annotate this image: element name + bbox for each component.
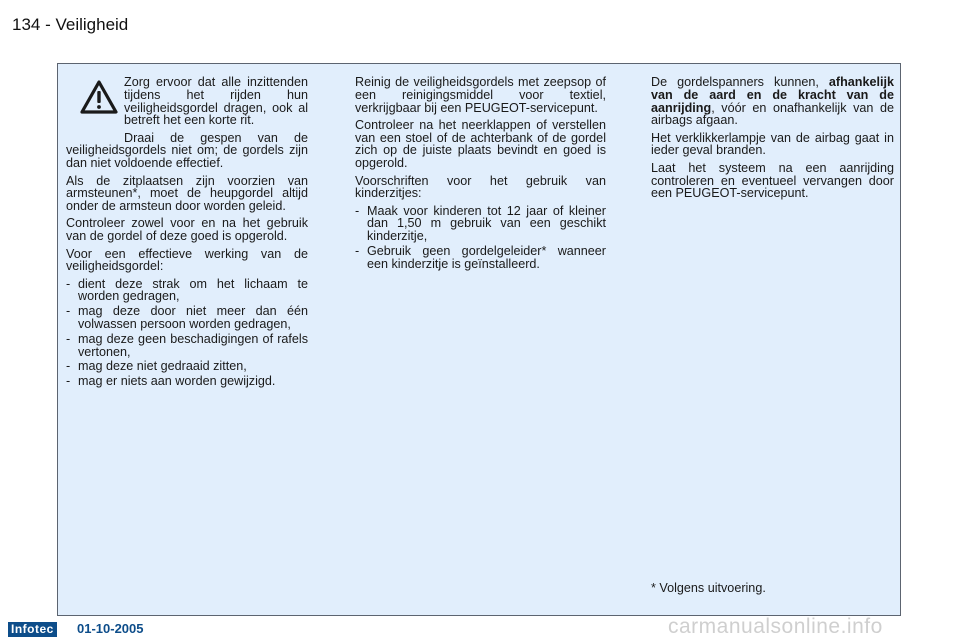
seat-check-text: Controleer na het neerklappen of verstellen van een stoel of de achterbank of de gordel zich op de juiste plaats bevindt en goed is opgerold. [355,117,606,171]
warning-icon-wrap [66,80,124,132]
pretensioner-text-start: De gordelspanners kunnen, [651,75,829,89]
safety-info-box [57,63,901,616]
child-seat-heading: Voorschriften voor het gebruik van kinderzitjes: [355,173,606,201]
list-item: - Gebruik geen gordelgeleider* wanneer een kinderzitje is geïnstalleerd. [355,245,606,271]
list-item: - dient deze strak om het lichaam te worden gedragen, [66,278,308,304]
pretensioner-text-bold: afhankelijk van de aard en de kracht van de aanrijding [651,75,894,115]
page-title: 134 - Veiligheid [12,15,129,34]
child-seat-list [355,205,606,271]
cleaning-text: Reinig de veiligheidsgordels met zeepsop of een reinigingsmiddel voor textiel, verkrijgbaar bij een PEUGEOT-servicepunt. [355,75,606,115]
column-2 [355,76,606,274]
list-item: - mag deze geen beschadigingen of rafels vertonen, [66,333,308,359]
infotec-logo: Infotec [8,622,57,637]
twist-text: Draai de gespen van de veiligheidsgordels niet om; de gordels zijn dan niet voldoende effectief. [66,130,308,171]
armrest-text: Als de zitplaatsen zijn voorzien van armsteunen*, moet de heupgordel altijd onder de armsteun door worden geleid. [66,173,308,214]
belt-rules-list [66,278,308,388]
check-rolled-text: Controleer zowel voor en na het gebruik van de gordel of deze goed is opgerold. [66,216,308,244]
column-3 [651,76,894,205]
list-item: - mag deze door niet meer dan één volwassen persoon worden gedragen, [66,305,308,331]
pretensioner-text-end: , vóór en onafhankelijk van de airbags afgaan. [651,100,894,128]
service-check-text: Laat het systeem na een aanrijding controleren en eventueel vervangen door een PEUGEOT-servicepunt. [651,160,894,201]
footnote: * Volgens uitvoering. [651,581,766,595]
column-1 [66,76,308,391]
list-item: - mag deze niet gedraaid zitten, [66,360,308,373]
footer-date: 01-10-2005 [77,621,144,636]
list-item: - Maak voor kinderen tot 12 jaar of kleiner dan 1,50 m gebruik van een geschikt kinderzitje, [355,205,606,243]
airbag-lamp-text: Het verklikkerlampje van de airbag gaat in ieder geval branden. [651,130,894,158]
list-item: - mag er niets aan worden gewijzigd. [66,375,308,388]
warning-triangle-icon [80,80,118,114]
watermark: carmanualsonline.info [668,615,883,638]
warning-intro-text: Zorg ervoor dat alle inzittenden tijdens het rijden hun veiligheidsgordel dragen, ook al betreft het een korte rit. [124,75,308,128]
effective-use-text: Voor een effectieve werking van de veiligheidsgordel: [66,246,308,274]
pretensioner-text [651,76,894,127]
